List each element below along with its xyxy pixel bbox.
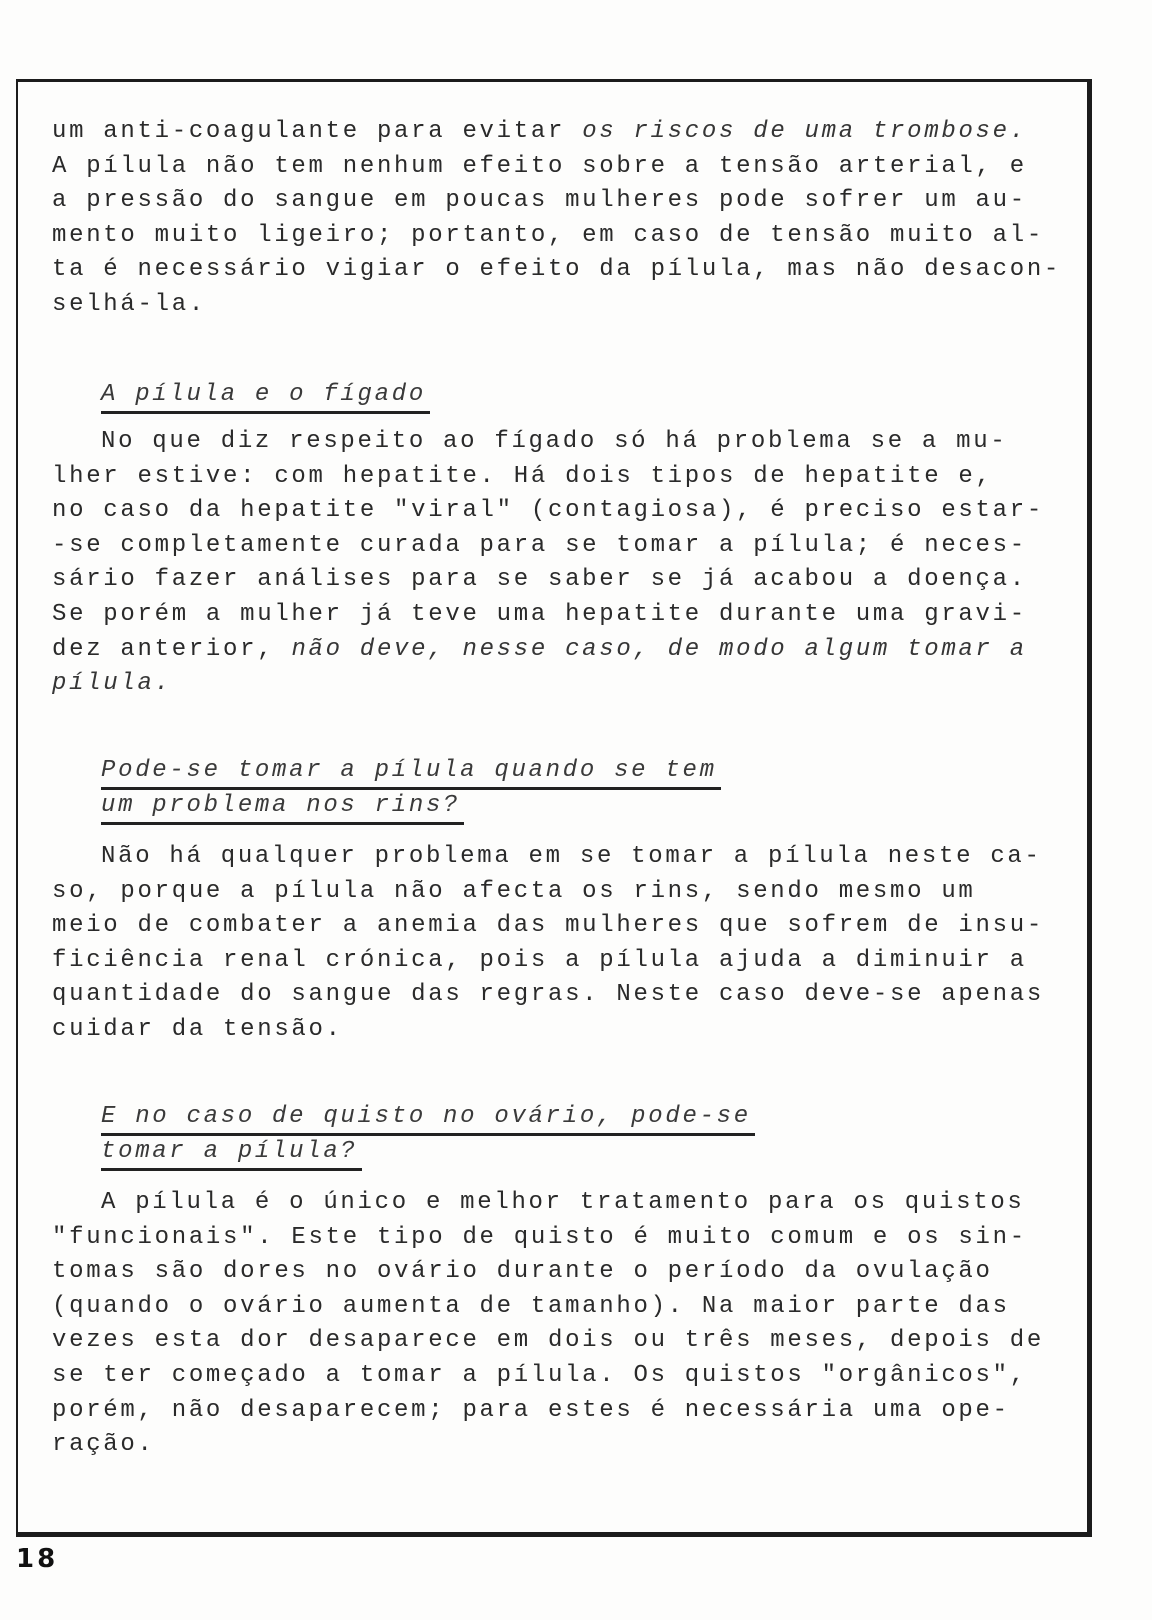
text-line: se ter começado a tomar a pílula. Os quistos "orgânicos", [52, 1361, 1027, 1389]
text-line: -se completamente curada para se tomar a pílula; é neces- [52, 531, 1027, 559]
text-line: sário fazer análises para se saber se já acabou a doença. [52, 566, 1027, 594]
intro-paragraph [52, 115, 1082, 323]
heading-line: Pode-se tomar a pílula quando se tem [101, 755, 721, 790]
section-heading-liver [101, 378, 430, 413]
paragraph-kidneys [52, 840, 1082, 1048]
text-line: ração. [52, 1431, 155, 1459]
text-segment: um anti-coagulante para evitar [52, 118, 583, 145]
italic-text-segment: não deve, nesse caso, de modo algum tomar a [291, 635, 1027, 663]
text-line: meio de combater a anemia das mulheres que sofrem de insu- [52, 912, 1044, 940]
text-line: quantidade do sangue das regras. Neste caso deve-se apenas [52, 981, 1044, 1009]
text-line: ficiência renal crónica, pois a pílula ajuda a diminuir a [52, 946, 1027, 974]
paragraph-liver [52, 425, 1082, 702]
text-line: a pressão do sangue em poucas mulheres pode sofrer um au- [52, 187, 1027, 215]
text-line: "funcionais". Este tipo de quisto é muito comum e os sin- [52, 1223, 1027, 1251]
section-heading-ovarian-cyst-line-1 [101, 1100, 755, 1135]
text-line: selhá-la. [52, 290, 206, 318]
text-line: tomas são dores no ovário durante o período da ovulação [52, 1258, 993, 1286]
text-line: mento muito ligeiro; portanto, em caso de tensão muito al- [52, 221, 1044, 249]
text-line: Não há qualquer problema em se tomar a pílula neste ca- [101, 843, 1042, 870]
text-line: cuidar da tensão. [52, 1015, 343, 1043]
text-line: ta é necessário vigiar o efeito da pílula, mas não desacon- [52, 256, 1062, 284]
italic-text-segment: pílula. [52, 670, 172, 698]
section-heading-kidneys-line-1 [101, 754, 721, 789]
text-line: so, porque a pílula não afecta os rins, sendo mesmo um [52, 877, 976, 905]
paragraph-ovarian-cyst [52, 1186, 1082, 1463]
text-line [52, 633, 1082, 668]
section-heading-ovarian-cyst-line-2 [101, 1135, 362, 1170]
heading-line: E no caso de quisto no ovário, pode-se [101, 1101, 755, 1136]
text-line: (quando o ovário aumenta de tamanho). Na maior parte das [52, 1292, 1010, 1320]
section-heading-kidneys-line-2 [101, 789, 464, 824]
text-line: vezes esta dor desaparece em dois ou três meses, depois de [52, 1327, 1044, 1355]
text-line: no caso da hepatite "viral" (contagiosa), é preciso estar- [52, 497, 1044, 525]
text-segment: dez anterior, [52, 635, 292, 663]
text-line [52, 667, 1082, 702]
text-line: porém, não desaparecem; para estes é necessária uma ope- [52, 1396, 1010, 1424]
text-line: No que diz respeito ao fígado só há problema se a mu- [101, 428, 1008, 455]
text-line: A pílula não tem nenhum efeito sobre a tensão arterial, e [52, 152, 1027, 180]
text-line: lher estive: com hepatite. Há dois tipos de hepatite e, [52, 462, 993, 490]
text-line: A pílula é o único e melhor tratamento para os quistos [101, 1189, 1025, 1216]
heading-line: tomar a pílula? [101, 1136, 362, 1171]
heading-line: um problema nos rins? [101, 790, 464, 825]
text-line: Se porém a mulher já teve uma hepatite durante uma gravi- [52, 600, 1027, 628]
text-line [52, 115, 1082, 150]
italic-text-segment: os riscos de uma trombose. [582, 118, 1027, 145]
page-number: 18 [16, 1544, 59, 1574]
heading-line: A pílula e o fígado [101, 379, 430, 414]
